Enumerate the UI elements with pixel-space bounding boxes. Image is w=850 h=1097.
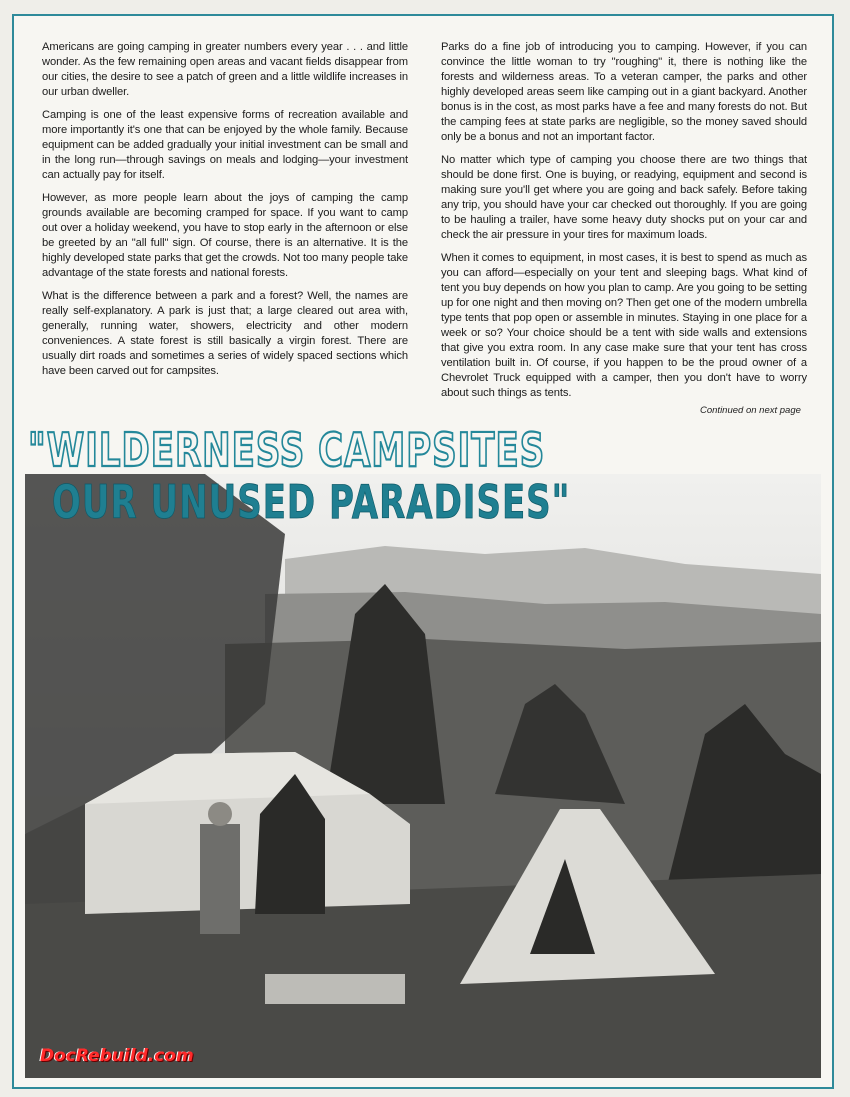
headline-line-1: "WILDERNESS CAMPSITES [28,424,546,478]
paragraph: No matter which type of camping you choose there are two things that should be done first. One is buying, or readying, equipment and second is making sure you'll get where you are going and back safely. Before taking any trip, you should have your car checked out thoroughly. If you are going to be hauling a trailer, have some heavy duty shocks put on your car and check the air pressure in your tires for maximum loads. [441,154,807,241]
headline-line-2: OUR UNUSED PARADISES" [52,476,571,530]
campsite-photo [25,474,821,1078]
paragraph: What is the difference between a park and a forest? Well, the names are really self-explanatory. A park is just that; a large cleared out area with, generally, running water, showers, electricity and other modern conveniences. A state forest is still basically a virgin forest. There are usually dirt roads and sometimes a series of widely spaced sections which have been carved out for campsites. [42,290,408,377]
paragraph: Camping is one of the least expensive forms of recreation available and more importantly it's one that can be enjoyed by the whole family. Because equipment can be added gradually your initial investment can be small and in the long run—through savings on meals and lodging—your investment can actually pay for itself. [42,109,408,181]
paragraph: Americans are going camping in greater numbers every year . . . and little wonder. As the few remaining open areas and vacant fields disappear from our cities, the desire to see a patch of green and a little wildlife increases in our urban dweller. [42,41,408,98]
paragraph: When it comes to equipment, in most cases, it is best to spend as much as you can afford—especially on your tent and sleeping bags. What kind of tent you buy depends on how you plan to camp. Are you going to be setting up for one night and then moving on? Then get one of the modern umbrella type tents that pop open or assemble in minutes. Staying in one place for a week or so? Your choice should be a tent with side walls and extensions that give you extra room. In any case make sure that your tent has cross ventilation built in. Of course, if you happen to be the proud owner of a Chevrolet Truck equipped with a camper, then you don't have to worry about such things as tents. [441,252,807,399]
article-right-column [441,40,807,409]
campsite-illustration [25,474,821,1078]
paragraph: However, as more people learn about the joys of camping the camp grounds available are becoming cramped for space. If you want to camp out over a holiday weekend, you have to stop early in the afternoon or else be greeted by an "all full" sign. Of course, there is an alternative. It is the highly developed state parks that get the crowds. Not too many people take advantage of the state forests and national forests. [42,192,408,279]
watermark: DocRebuild.com [40,1046,194,1066]
continued-note: Continued on next page [700,405,801,416]
article-left-column [42,40,408,387]
paragraph: Parks do a fine job of introducing you to camping. However, if you can convince the little woman to try "roughing" it, there is nothing like the forests and wilderness areas. To a veteran camper, the parks and other highly developed areas seem like camping out in a giant backyard. Another bonus is in the cost, as most parks have a fee and many forests do not. But the camping fees at state parks are negligible, so the money saved should only be a bonus and not an important factor. [441,41,807,143]
